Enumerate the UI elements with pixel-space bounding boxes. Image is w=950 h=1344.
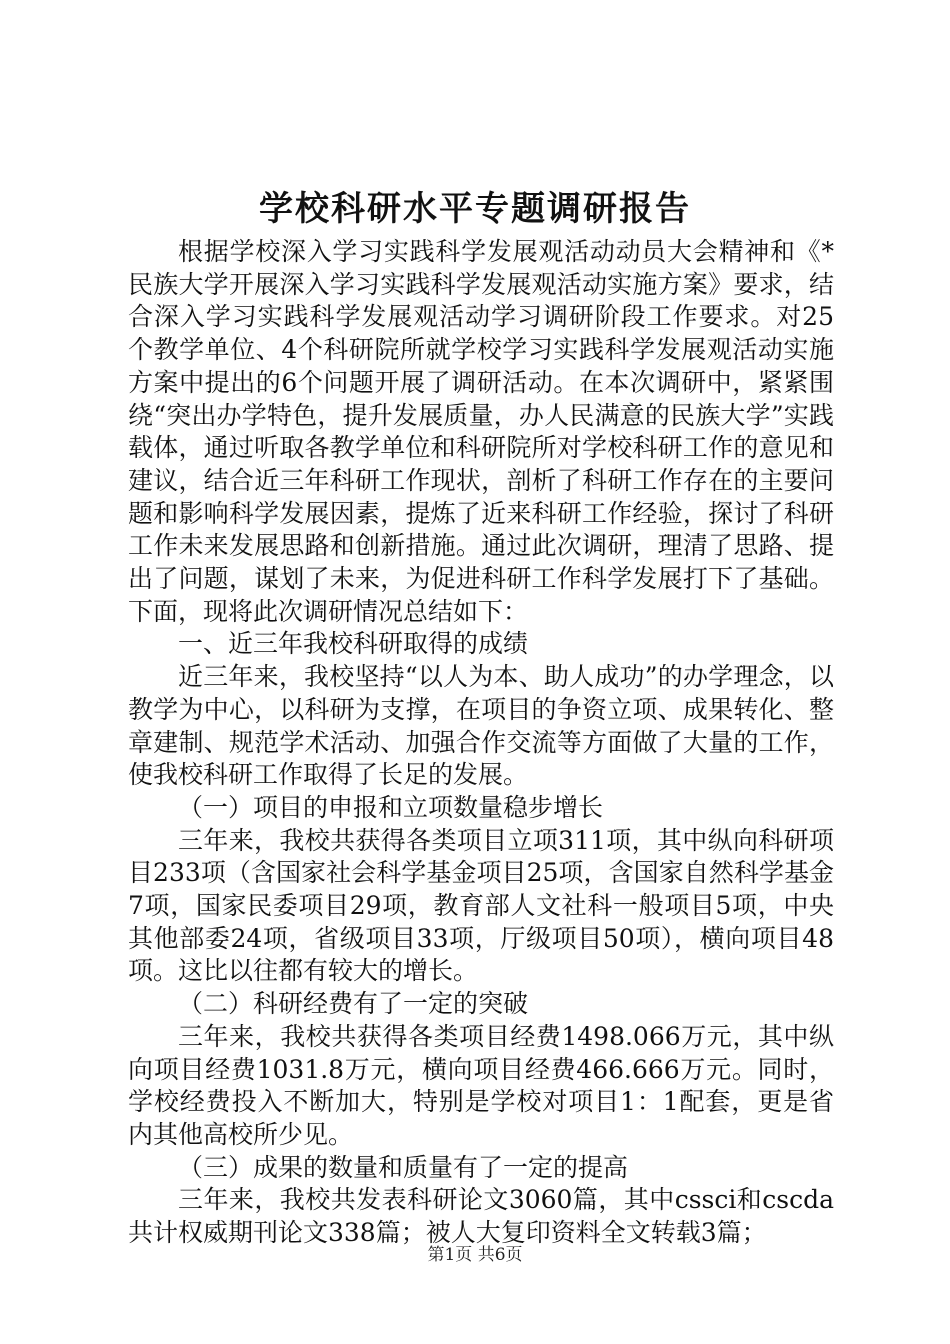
subsection-heading-projects: （一）项目的申报和立项数量稳步增长 (178, 792, 604, 822)
subsection-heading-results: （三）成果的数量和质量有了一定的提高 (178, 1152, 629, 1182)
paragraph-intro: 根据学校深入学习实践科学发展观活动动员大会精神和《*民族大学开展深入学习实践科学发展观活动实施方案》要求，结合深入学习实践科学发展观活动学习调研阶段工作要求。对25个教学单位、4个科研院所就学校学习实践科学发展观活动实施方案中提出的6个问题开展了调研活动。在本次调研中，紧紧围绕“突出办学特色，提升发展质量，办人民满意的民族大学”实践载体，通过听取各教学单位和科研院所对学校科研工作的意见和建议，结合近三年科研工作现状，剖析了科研工作存在的主要问题和影响科学发展因素，提炼了近来科研工作经验，探讨了科研工作未来发展思路和创新措施。通过此次调研，理清了思路、提出了问题，谋划了未来，为促进科研工作科学发展打下了基础。下面，现将此次调研情况总结如下： (128, 237, 834, 626)
page-footer: 第1页 共6页 (427, 1245, 523, 1265)
paragraph-funding: 三年来，我校共获得各类项目经费1498.066万元，其中纵向项目经费1031.8万元，横向项目经费466.666万元。同时，学校经费投入不断加大，特别是学校对项目1：1配套，更是省内其他高校所少见。 (128, 1021, 834, 1149)
paragraph-projects: 三年来，我校共获得各类项目立项311项，其中纵向科研项目233项（含国家社会科学基金项目25项，含国家自然科学基金7项，国家民委项目29项，教育部人文社科一般项目5项，中央其他部委24项，省级项目33项，厅级项目50项），横向项目48项。这比以往都有较大的增长。 (128, 825, 834, 986)
subsection-heading-funding: （二）科研经费有了一定的突破 (178, 989, 529, 1019)
section-heading-achievements: 一、近三年我校科研取得的成绩 (178, 629, 529, 659)
document-title: 学校科研水平专题调研报告 (259, 189, 691, 229)
document-body (128, 236, 834, 1250)
paragraph-achievements-overview: 近三年来，我校坚持“以人为本、助人成功”的办学理念，以教学为中心，以科研为支撑，在项目的争资立项、成果转化、整章建制、规范学术活动、加强合作交流等方面做了大量的工作，使我校科研工作取得了长足的发展。 (128, 662, 834, 790)
paragraph-results: 三年来，我校共发表科研论文3060篇，其中cssci和cscda共计权威期刊论文338篇；被人大复印资料全文转载3篇； (128, 1185, 834, 1248)
